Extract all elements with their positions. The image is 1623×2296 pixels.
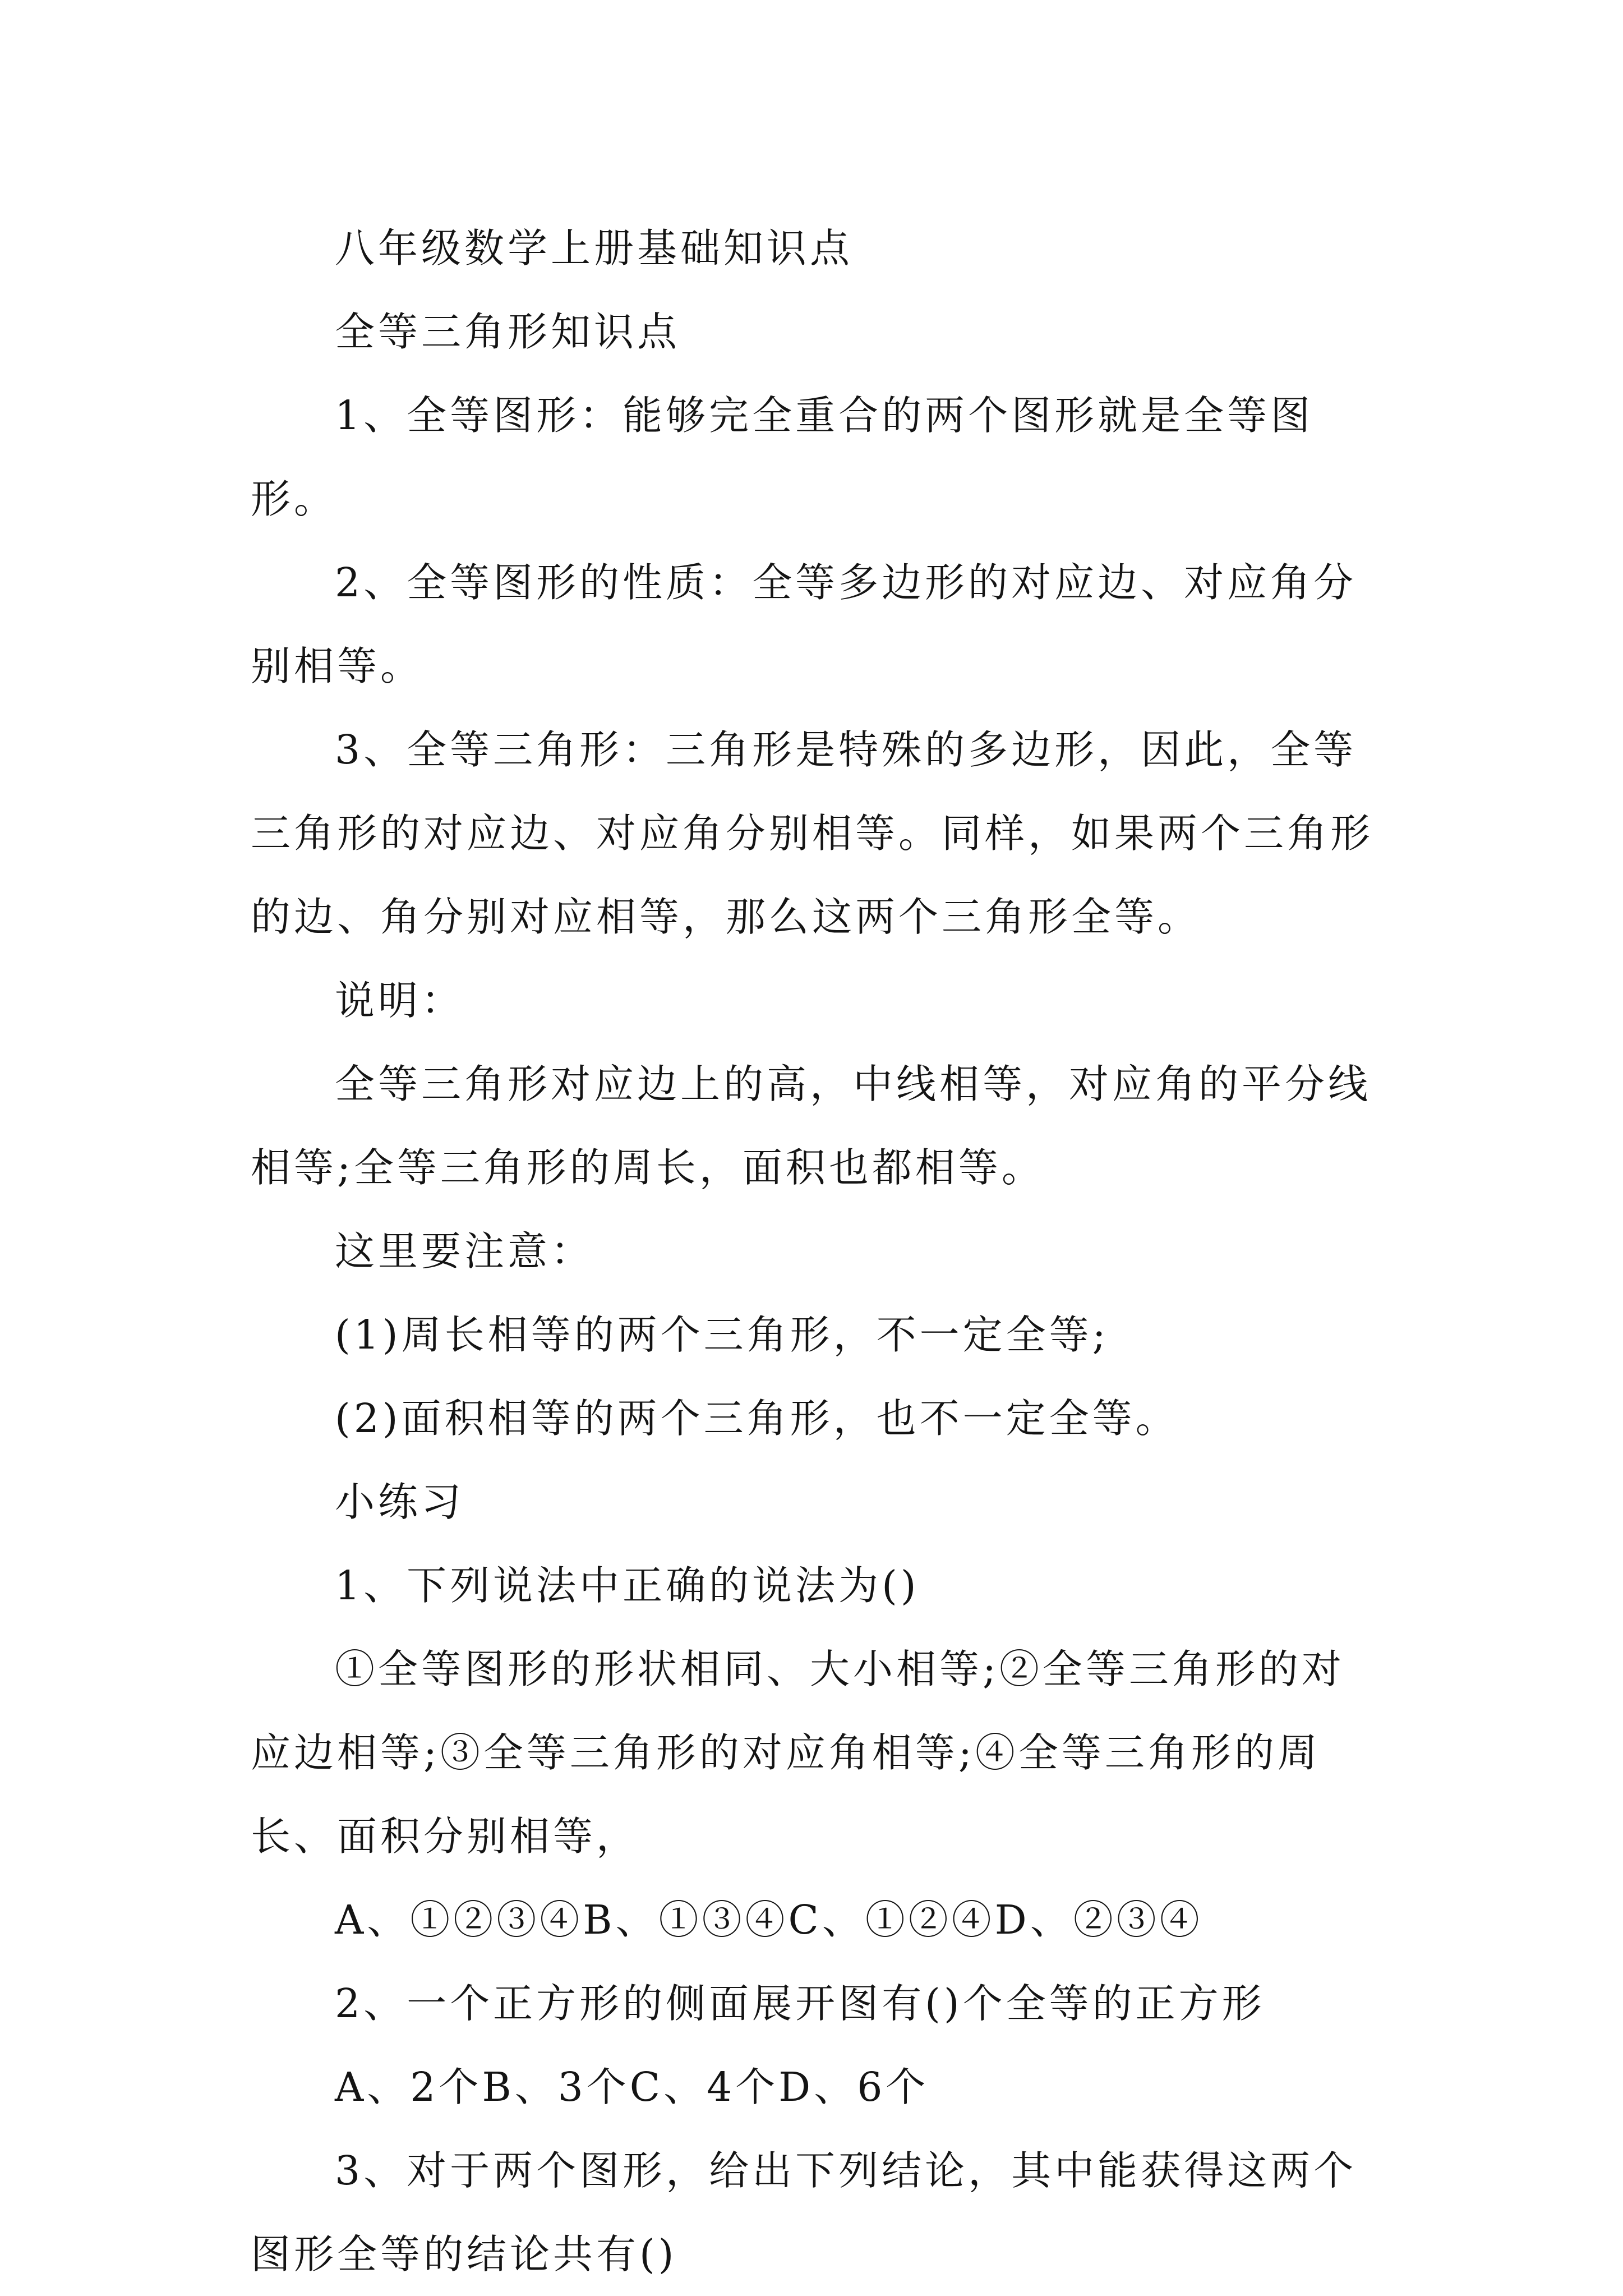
exercise-heading: 小练习: [335, 1479, 465, 1525]
exercise-options: A、2个B、3个C、4个D、6个: [335, 2064, 929, 2110]
exercise-statement: ①全等图形的形状相同、大小相等;②全等三角形的对应边相等;③全等三角形的对应角相等;④全等三角形的周长、面积分别相等，: [251, 1646, 1345, 1860]
document-body: [251, 206, 1378, 2296]
exercise-options: A、①②③④B、①③④C、①②④D、②③④: [335, 1897, 1203, 1943]
document-title: 八年级数学上册基础知识点: [335, 225, 854, 272]
exercise-question: 2、一个正方形的侧面展开图有()个全等的正方形: [335, 1980, 1265, 2027]
paragraph: 1、全等图形：能够完全重合的两个图形就是全等图形。: [251, 392, 1314, 522]
list-item: (2)面积相等的两个三角形，也不一定全等。: [335, 1395, 1179, 1442]
note-heading: 说明：: [335, 977, 465, 1024]
paragraph: 全等三角形对应边上的高，中线相等，对应角的平分线相等;全等三角形的周长，面积也都相等。: [251, 1061, 1372, 1191]
exercise-question: 1、下列说法中正确的说法为(): [335, 1562, 920, 1609]
paragraph: 2、全等图形的性质：全等多边形的对应边、对应角分别相等。: [251, 559, 1357, 689]
note-heading: 这里要注意：: [335, 1228, 594, 1274]
paragraph: 3、全等三角形：三角形是特殊的多边形，因此，全等三角形的对应边、对应角分别相等。同样，如果两个三角形的边、角分别对应相等，那么这两个三角形全等。: [251, 726, 1374, 940]
section-title: 全等三角形知识点: [335, 309, 681, 355]
exercise-question: 3、对于两个图形，给出下列结论，其中能获得这两个图形全等的结论共有(): [251, 2147, 1357, 2277]
list-item: (1)周长相等的两个三角形，不一定全等;: [335, 1312, 1109, 1358]
